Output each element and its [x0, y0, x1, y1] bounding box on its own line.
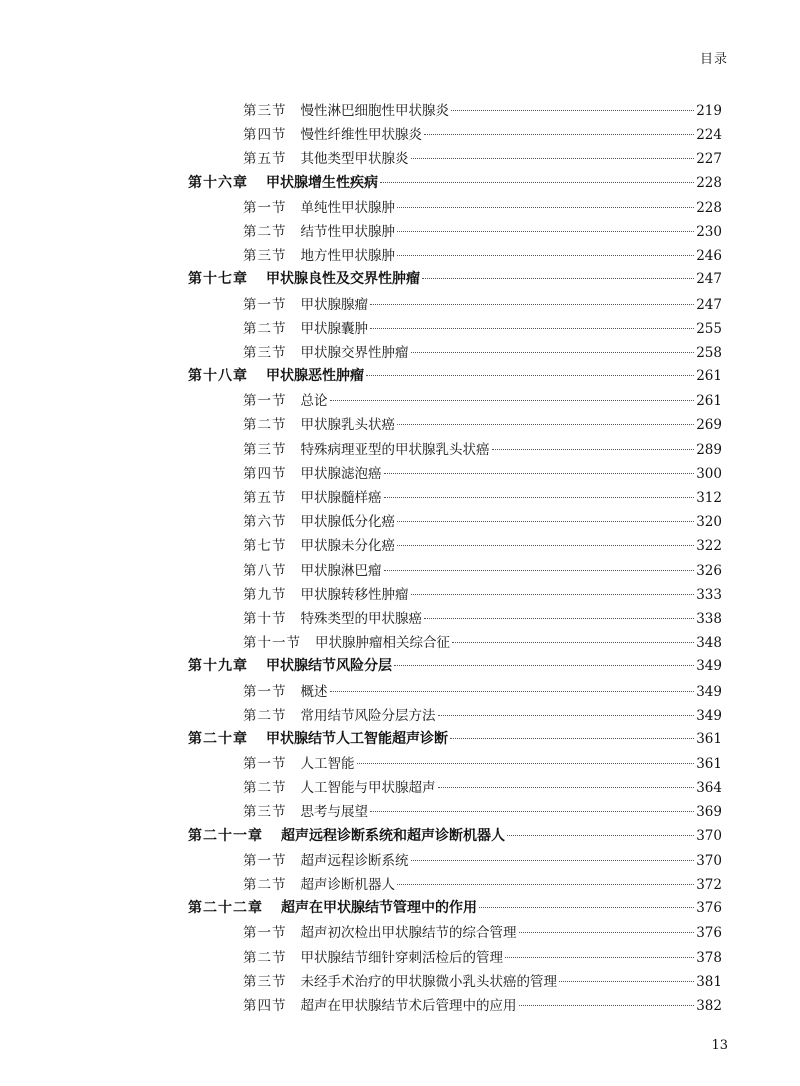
dot-leader — [422, 278, 694, 279]
entry-page-number: 247 — [696, 271, 722, 288]
entry-number: 第三节 — [243, 973, 287, 990]
entry-title: 甲状腺淋巴瘤 — [300, 562, 382, 579]
entry-title: 特殊病理亚型的甲状腺乳头状癌 — [300, 441, 490, 458]
entry-title: 超声在甲状腺结节术后管理中的应用 — [300, 997, 517, 1014]
toc-section-entry[interactable] — [188, 631, 722, 655]
entry-page-number: 255 — [696, 320, 722, 337]
entry-title: 超声诊断机器人 — [300, 877, 395, 893]
entry-title: 甲状腺肿瘤相关综合征 — [315, 635, 450, 652]
entry-number: 第一节 — [243, 756, 287, 773]
entry-title: 超声初次检出甲状腺结节的综合管理 — [300, 925, 517, 942]
toc-section-entry[interactable] — [188, 389, 722, 413]
toc-section-entry[interactable] — [188, 970, 722, 994]
entry-page-number: 370 — [696, 852, 722, 869]
entry-title: 甲状腺囊肿 — [300, 320, 368, 337]
entry-page-number: 224 — [696, 127, 722, 144]
entry-title: 慢性纤维性甲状腺炎 — [300, 127, 422, 144]
entry-page-number: 322 — [696, 538, 722, 555]
entry-title: 甲状腺恶性肿瘤 — [266, 368, 364, 385]
entry-number: 第三节 — [243, 248, 287, 265]
entry-page-number: 364 — [696, 780, 722, 797]
entry-number: 第二十章 — [188, 730, 248, 747]
toc-section-entry[interactable] — [188, 873, 722, 897]
entry-page-number: 269 — [696, 417, 722, 434]
entry-number: 第六节 — [243, 514, 287, 531]
entry-page-number: 376 — [696, 925, 722, 942]
entry-title: 超声在甲状腺结节管理中的作用 — [281, 900, 477, 917]
toc-section-entry[interactable] — [188, 293, 722, 317]
entry-title: 甲状腺结节人工智能超声诊断 — [266, 730, 448, 747]
toc-section-entry[interactable] — [188, 486, 722, 510]
entry-page-number: 349 — [696, 707, 722, 724]
entry-number: 第二节 — [243, 223, 287, 240]
entry-title: 甲状腺结节风险分层 — [266, 658, 392, 675]
entry-title: 其他类型甲状腺炎 — [300, 151, 409, 168]
toc-section-entry[interactable] — [188, 752, 722, 776]
entry-page-number: 369 — [696, 804, 722, 821]
table-of-contents — [188, 99, 722, 1018]
entry-page-number: 370 — [696, 827, 722, 844]
toc-section-entry[interactable] — [188, 413, 722, 437]
dot-leader — [438, 787, 695, 788]
toc-chapter-entry[interactable] — [188, 897, 722, 921]
toc-chapter-entry[interactable] — [188, 172, 722, 196]
dot-leader — [559, 981, 694, 982]
dot-leader — [411, 352, 695, 353]
entry-number: 第一节 — [243, 296, 287, 313]
entry-page-number: 258 — [696, 344, 722, 361]
entry-title: 甲状腺增生性疾病 — [266, 174, 378, 191]
entry-title: 甲状腺乳头状癌 — [300, 417, 395, 434]
entry-title: 人工智能 — [300, 756, 355, 773]
entry-number: 第四节 — [243, 127, 287, 144]
entry-page-number: 348 — [696, 635, 722, 652]
entry-title: 单纯性甲状腺肿 — [300, 199, 395, 216]
entry-title: 甲状腺腺瘤 — [300, 296, 368, 313]
toc-section-entry[interactable] — [188, 921, 722, 945]
entry-page-number: 261 — [696, 393, 722, 410]
dot-leader — [492, 449, 695, 450]
entry-number: 第七节 — [243, 538, 287, 555]
toc-section-entry[interactable] — [188, 534, 722, 558]
entry-page-number: 289 — [696, 441, 722, 458]
dot-leader — [370, 304, 694, 305]
entry-number: 第十八章 — [188, 368, 248, 385]
dot-leader — [397, 207, 694, 208]
entry-page-number: 227 — [696, 151, 722, 168]
dot-leader — [397, 521, 694, 522]
dot-leader — [394, 665, 694, 666]
toc-section-entry[interactable] — [188, 462, 722, 486]
toc-section-entry[interactable] — [188, 341, 722, 365]
dot-leader — [450, 738, 694, 739]
dot-leader — [519, 1005, 695, 1006]
entry-page-number: 349 — [696, 683, 722, 700]
entry-number: 第一节 — [243, 683, 287, 700]
entry-page-number: 247 — [696, 296, 722, 313]
toc-section-entry[interactable] — [188, 607, 722, 631]
toc-section-entry[interactable] — [188, 946, 722, 970]
entry-title: 常用结节风险分层方法 — [300, 707, 436, 724]
entry-title: 甲状腺交界性肿瘤 — [300, 344, 409, 361]
entry-page-number: 333 — [696, 586, 722, 603]
toc-section-entry[interactable] — [188, 123, 722, 147]
dot-leader — [507, 835, 694, 836]
toc-section-entry[interactable] — [188, 244, 722, 268]
entry-title: 超声远程诊断系统 — [300, 852, 409, 869]
entry-title: 结节性甲状腺肿 — [300, 223, 395, 240]
entry-page-number: 230 — [696, 223, 722, 240]
toc-section-entry[interactable] — [188, 196, 722, 220]
dot-leader — [505, 957, 694, 958]
entry-number: 第十九章 — [188, 658, 248, 675]
entry-title: 未经手术治疗的甲状腺微小乳头状癌的管理 — [300, 973, 557, 990]
dot-leader — [397, 231, 694, 232]
entry-number: 第十一节 — [243, 635, 301, 652]
entry-number: 第二十二章 — [188, 900, 263, 917]
dot-leader — [424, 134, 694, 135]
toc-section-entry[interactable] — [188, 994, 722, 1018]
entry-number: 第三节 — [243, 441, 287, 458]
entry-title: 概述 — [300, 683, 328, 700]
toc-chapter-entry[interactable] — [188, 825, 722, 849]
entry-title: 甲状腺髓样癌 — [300, 490, 382, 506]
entry-page-number: 378 — [696, 949, 722, 966]
entry-title: 甲状腺良性及交界性肿瘤 — [266, 271, 420, 288]
entry-number: 第十节 — [243, 610, 287, 627]
entry-number: 第四节 — [243, 997, 287, 1014]
dot-leader — [330, 691, 695, 692]
toc-section-entry[interactable] — [188, 849, 722, 873]
entry-number: 第一节 — [243, 852, 287, 869]
entry-page-number: 228 — [696, 174, 722, 191]
entry-title: 甲状腺结节细针穿刺活检后的管理 — [300, 949, 503, 966]
entry-number: 第二节 — [243, 949, 287, 966]
entry-title: 超声远程诊断系统和超声诊断机器人 — [281, 827, 505, 844]
dot-leader — [397, 255, 694, 256]
entry-number: 第四节 — [243, 465, 287, 482]
dot-leader — [479, 907, 694, 908]
entry-title: 总论 — [300, 393, 328, 410]
entry-number: 第九节 — [243, 586, 287, 603]
entry-page-number: 376 — [696, 900, 722, 917]
toc-section-entry[interactable] — [188, 99, 722, 123]
toc-section-entry[interactable] — [188, 800, 722, 824]
entry-number: 第一节 — [243, 925, 287, 942]
entry-page-number: 312 — [696, 490, 722, 506]
entry-number: 第三节 — [243, 804, 287, 821]
entry-title: 思考与展望 — [300, 804, 368, 821]
dot-leader — [451, 110, 694, 111]
toc-section-entry[interactable] — [188, 147, 722, 171]
entry-title: 甲状腺未分化癌 — [300, 538, 395, 555]
toc-chapter-entry[interactable] — [188, 655, 722, 679]
entry-number: 第五节 — [243, 490, 287, 506]
entry-title: 地方性甲状腺肿 — [300, 248, 395, 265]
entry-page-number: 228 — [696, 199, 722, 216]
entry-page-number: 361 — [696, 756, 722, 773]
entry-number: 第十七章 — [188, 271, 248, 288]
entry-number: 第二节 — [243, 320, 287, 337]
entry-title: 甲状腺转移性肿瘤 — [300, 586, 409, 603]
toc-section-entry[interactable] — [188, 583, 722, 607]
dot-leader — [397, 424, 694, 425]
dot-leader — [519, 932, 695, 933]
entry-page-number: 326 — [696, 562, 722, 579]
entry-page-number: 320 — [696, 514, 722, 531]
entry-page-number: 361 — [696, 730, 722, 747]
dot-leader — [397, 884, 694, 885]
entry-number: 第二十一章 — [188, 827, 263, 844]
dot-leader — [366, 375, 694, 376]
entry-number: 第二节 — [243, 707, 287, 724]
toc-section-entry[interactable] — [188, 704, 722, 728]
entry-number: 第八节 — [243, 562, 287, 579]
entry-page-number: 219 — [696, 103, 722, 119]
entry-number: 第三节 — [243, 103, 287, 119]
entry-title: 甲状腺滤泡癌 — [300, 465, 382, 482]
toc-section-entry[interactable] — [188, 776, 722, 800]
entry-number: 第二节 — [243, 877, 287, 893]
entry-title: 慢性淋巴细胞性甲状腺炎 — [300, 103, 449, 119]
toc-section-entry[interactable] — [188, 510, 722, 534]
dot-leader — [330, 400, 695, 401]
toc-chapter-entry[interactable] — [188, 268, 722, 292]
entry-page-number: 246 — [696, 248, 722, 265]
toc-section-entry[interactable] — [188, 220, 722, 244]
toc-chapter-entry[interactable] — [188, 728, 722, 752]
dot-leader — [370, 328, 694, 329]
dot-leader — [357, 763, 695, 764]
page-number: 13 — [711, 1038, 728, 1053]
entry-page-number: 349 — [696, 658, 722, 675]
entry-page-number: 382 — [696, 997, 722, 1014]
dot-leader — [380, 182, 694, 183]
dot-leader — [411, 594, 695, 595]
entry-number: 第一节 — [243, 393, 287, 410]
entry-page-number: 372 — [696, 877, 722, 893]
entry-page-number: 338 — [696, 610, 722, 627]
running-header: 目录 — [699, 52, 728, 67]
dot-leader — [384, 497, 695, 498]
entry-page-number: 300 — [696, 465, 722, 482]
entry-number: 第二节 — [243, 780, 287, 797]
entry-number: 第三节 — [243, 344, 287, 361]
entry-title: 特殊类型的甲状腺癌 — [300, 610, 422, 627]
entry-number: 第十六章 — [188, 174, 248, 191]
dot-leader — [452, 642, 694, 643]
dot-leader — [424, 618, 694, 619]
toc-section-entry[interactable] — [188, 680, 722, 704]
toc-section-entry[interactable] — [188, 559, 722, 583]
entry-number: 第二节 — [243, 417, 287, 434]
entry-title: 人工智能与甲状腺超声 — [300, 780, 436, 797]
toc-section-entry[interactable] — [188, 438, 722, 462]
dot-leader — [438, 715, 695, 716]
dot-leader — [370, 811, 694, 812]
entry-title: 甲状腺低分化癌 — [300, 514, 395, 531]
dot-leader — [384, 570, 695, 571]
toc-section-entry[interactable] — [188, 317, 722, 341]
entry-page-number: 261 — [696, 368, 722, 385]
dot-leader — [384, 473, 695, 474]
dot-leader — [411, 158, 695, 159]
entry-page-number: 381 — [696, 973, 722, 990]
entry-number: 第五节 — [243, 151, 287, 168]
dot-leader — [411, 860, 695, 861]
dot-leader — [397, 545, 694, 546]
toc-chapter-entry[interactable] — [188, 365, 722, 389]
entry-number: 第一节 — [243, 199, 287, 216]
